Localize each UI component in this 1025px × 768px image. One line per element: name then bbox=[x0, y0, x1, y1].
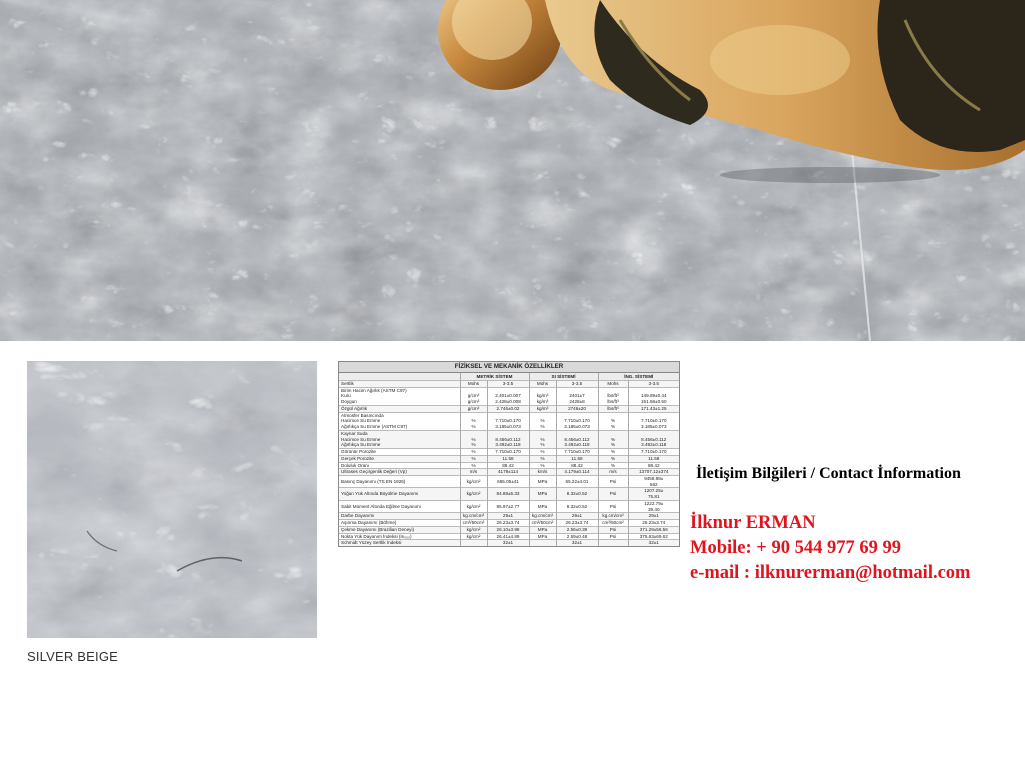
spec-value-cell: % % bbox=[529, 412, 556, 430]
spec-value-cell: 11.58 bbox=[487, 455, 529, 462]
spec-value-cell: 3-3.5 bbox=[556, 381, 598, 388]
spec-value-cell: MPa bbox=[529, 476, 556, 488]
spec-value-cell: % bbox=[460, 449, 487, 456]
spec-value-cell: 7.710±0.170 3.185±0.073 bbox=[487, 412, 529, 430]
spec-value-cell bbox=[529, 540, 556, 546]
spec-property-name: Birim Hacim Ağırlık (ASTM C97) Kuru Doygun bbox=[339, 387, 460, 405]
product-name-label: SILVER BEIGE bbox=[27, 649, 119, 664]
spec-value-cell: Psi bbox=[598, 500, 628, 512]
spec-row bbox=[339, 381, 679, 388]
spec-property-name: Aşınma Dayanımı (Böhme) bbox=[339, 520, 460, 527]
spec-value-cell: 371.28±56.56 bbox=[628, 526, 679, 533]
spec-value-cell: 2.56±0.39 bbox=[556, 526, 598, 533]
spec-value-cell: kg/cm² bbox=[460, 533, 487, 540]
spec-header-cell: METRİK SİSTEM bbox=[460, 373, 529, 381]
spec-value-cell: MPa bbox=[529, 533, 556, 540]
spec-table-body bbox=[339, 373, 679, 546]
spec-value-cell: 29±1 bbox=[556, 513, 598, 520]
spec-value-cell: 13707.12±374 bbox=[628, 469, 679, 476]
spec-value-cell: Psi bbox=[598, 476, 628, 488]
spec-value-cell: % % bbox=[529, 430, 556, 448]
spec-value-cell: kg/m³ kg/m³ bbox=[529, 387, 556, 405]
spec-value-cell: 26.23±3.74 bbox=[487, 520, 529, 527]
spec-value-cell: % bbox=[598, 455, 628, 462]
spec-table-title: FİZİKSEL VE MEKANİK ÖZELLİKLER bbox=[339, 362, 679, 373]
contact-name: İlknur ERMAN bbox=[690, 513, 816, 533]
spec-value-cell: 8.456±0.112 3.492±0.118 bbox=[487, 430, 529, 448]
spec-value-cell: m/s bbox=[460, 469, 487, 476]
spec-value-cell: 7.710±0.170 bbox=[628, 449, 679, 456]
spec-value-cell: 4179±114 bbox=[487, 469, 529, 476]
spec-value-cell: 8.456±0.112 3.492±0.118 bbox=[556, 430, 598, 448]
spec-property-name: Kaynar Suda Hacimce Su Emme Ağırlıkça Su Emme bbox=[339, 430, 460, 448]
spec-value-cell: % bbox=[598, 462, 628, 469]
spec-value-cell: 11.58 bbox=[628, 455, 679, 462]
spec-value-cell: 665.05±41 bbox=[487, 476, 529, 488]
spec-value-cell: g/cm³ g/cm³ bbox=[460, 387, 487, 405]
spec-value-cell: kg/cm² bbox=[460, 500, 487, 512]
spec-value-cell: 11.58 bbox=[556, 455, 598, 462]
spec-header-cell: İNG. SİSTEMİ bbox=[598, 373, 679, 381]
spec-value-cell: 2746±20 bbox=[556, 405, 598, 412]
spec-row bbox=[339, 526, 679, 533]
spec-value-cell: kg.cm/cm³ bbox=[460, 513, 487, 520]
spec-value-cell: MPa bbox=[529, 500, 556, 512]
spec-value-cell: 2.746±0.02 bbox=[487, 405, 529, 412]
spec-property-name: Nokta Yük Dayanım İndeksi (Is₍₅₀₎) bbox=[339, 533, 460, 540]
spec-value-cell: 29±1 bbox=[487, 513, 529, 520]
spec-value-cell: 88.42 bbox=[628, 462, 679, 469]
spec-property-name: Schmidt Yüzey Sertlik İndeksi bbox=[339, 540, 460, 546]
spec-value-cell bbox=[598, 540, 628, 546]
spec-row bbox=[339, 430, 679, 448]
spec-row bbox=[339, 449, 679, 456]
spec-value-cell: 2.401±0.007 2.428±0.008 bbox=[487, 387, 529, 405]
spec-value-cell: 7.710±0.170 3.185±0.073 bbox=[628, 412, 679, 430]
physical-mechanical-properties-table bbox=[338, 361, 680, 547]
spec-row bbox=[339, 412, 679, 430]
spec-value-cell: 3-3.5 bbox=[628, 381, 679, 388]
spec-value-cell: 32±1 bbox=[628, 540, 679, 546]
spec-row bbox=[339, 540, 679, 546]
spec-value-cell: Psi bbox=[598, 488, 628, 500]
spec-value-cell: 7.710±0.170 3.185±0.073 bbox=[556, 412, 598, 430]
spec-value-cell: 8.32±0.52 bbox=[556, 488, 598, 500]
spec-value-cell: Psi bbox=[598, 533, 628, 540]
spec-value-cell: kg/cm² bbox=[460, 476, 487, 488]
spec-value-cell: % % bbox=[460, 412, 487, 430]
spec-row bbox=[339, 469, 679, 476]
spec-row bbox=[339, 462, 679, 469]
spec-value-cell: 88.42 bbox=[556, 462, 598, 469]
spec-value-cell: 2.59±0.48 bbox=[556, 533, 598, 540]
marble-swatch-texture bbox=[27, 361, 317, 638]
spec-property-name: Darbe Dayanımı bbox=[339, 513, 460, 520]
contact-title: İletişim Bilğileri / Contact İnformation bbox=[696, 465, 961, 482]
spec-value-cell: 7.710±0.170 bbox=[556, 449, 598, 456]
hero-marble-image bbox=[0, 0, 1025, 341]
spec-value-cell: MPa bbox=[529, 526, 556, 533]
marble-swatch-image bbox=[27, 361, 317, 638]
spec-property-name: Ultrases Geçirgenlik Değeri (Vp) bbox=[339, 469, 460, 476]
spec-value-cell: 65.22±4.01 bbox=[556, 476, 598, 488]
spec-property-name: Doluluk Oranı bbox=[339, 462, 460, 469]
spec-value-cell: 32±1 bbox=[556, 540, 598, 546]
spec-value-cell: 85.97±2.77 bbox=[487, 500, 529, 512]
spec-value-cell: 29±1 bbox=[628, 513, 679, 520]
spec-value-cell: 8.456±0.112 3.492±0.118 bbox=[628, 430, 679, 448]
spec-value-cell: MPa bbox=[529, 488, 556, 500]
spec-row bbox=[339, 533, 679, 540]
spec-value-cell: 1207.25± 75.81 bbox=[628, 488, 679, 500]
spec-value-cell: kg.cm/cm³ bbox=[529, 513, 556, 520]
spec-value-cell: 9458.98± 582 bbox=[628, 476, 679, 488]
spec-header-cell: SI SİSTEMİ bbox=[529, 373, 598, 381]
spec-value-cell: % bbox=[460, 455, 487, 462]
spec-property-name: Özgül Ağırlık bbox=[339, 405, 460, 412]
spec-value-cell: Mohs bbox=[529, 381, 556, 388]
spec-value-cell: 88.42 bbox=[487, 462, 529, 469]
spec-row bbox=[339, 513, 679, 520]
spec-row bbox=[339, 476, 679, 488]
spec-value-cell: % % bbox=[460, 430, 487, 448]
spec-property-name: Sabit Moment Altında Eğilme Dayanımı bbox=[339, 500, 460, 512]
spec-value-cell: Mohs bbox=[460, 381, 487, 388]
spec-row bbox=[339, 387, 679, 405]
spec-value-cell: 2401±7 2428±8 bbox=[556, 387, 598, 405]
spec-property-name: Yoğun Yük Altında Büyülme Dayanımı bbox=[339, 488, 460, 500]
spec-value-cell: % bbox=[529, 455, 556, 462]
spec-value-cell: km/s bbox=[529, 469, 556, 476]
spec-property-name: Basınç Dayanımı (TS EN 1926) bbox=[339, 476, 460, 488]
spec-value-cell: 7.710±0.170 bbox=[487, 449, 529, 456]
spec-value-cell: Mohs bbox=[598, 381, 628, 388]
spec-value-cell: kg.cm/cm³ bbox=[598, 513, 628, 520]
spec-value-cell: kg/cm² bbox=[460, 488, 487, 500]
spec-value-cell: cm³/50cm² bbox=[460, 520, 487, 527]
spec-value-cell: 149.89±0.44 151.58±0.50 bbox=[628, 387, 679, 405]
spec-value-cell: 26.23±3.74 bbox=[628, 520, 679, 527]
spec-property-name: Çekme Dayanımı (Brazilian Deneyi) bbox=[339, 526, 460, 533]
spec-value-cell: % % bbox=[598, 430, 628, 448]
spec-value-cell: 26.41±4.89 bbox=[487, 533, 529, 540]
spec-row bbox=[339, 500, 679, 512]
spec-value-cell: % bbox=[460, 462, 487, 469]
spec-value-cell: 4.179±0.114 bbox=[556, 469, 598, 476]
spec-value-cell: 26.10±3.98 bbox=[487, 526, 529, 533]
contact-email[interactable]: e-mail : ilknurerman@hotmail.com bbox=[690, 563, 971, 583]
spec-value-cell: 8.32±0.52 bbox=[556, 500, 598, 512]
spec-value-cell: Psi bbox=[598, 526, 628, 533]
spec-value-cell: m/s bbox=[598, 469, 628, 476]
spec-value-cell bbox=[460, 540, 487, 546]
spec-property-name: Gerçek Porozite bbox=[339, 455, 460, 462]
spec-value-cell: lbs/ft³ lbs/ft³ bbox=[598, 387, 628, 405]
spec-value-cell: g/cm³ bbox=[460, 405, 487, 412]
spec-header-cell bbox=[339, 373, 460, 381]
spec-value-cell: 26.23±3.74 bbox=[556, 520, 598, 527]
spec-value-cell: 1222.79± 39.40 bbox=[628, 500, 679, 512]
spec-header-row bbox=[339, 373, 679, 381]
spec-value-cell: 84.88±5.33 bbox=[487, 488, 529, 500]
spec-value-cell: lbs/ft³ bbox=[598, 405, 628, 412]
spec-property-name: Sertlik bbox=[339, 381, 460, 388]
spec-row bbox=[339, 520, 679, 527]
contact-mobile[interactable]: Mobile: + 90 544 977 69 99 bbox=[690, 538, 901, 558]
spec-property-name: Görünür Porozite bbox=[339, 449, 460, 456]
spec-table-grid bbox=[339, 373, 679, 546]
spec-row bbox=[339, 405, 679, 412]
spec-value-cell: 3-3.5 bbox=[487, 381, 529, 388]
spec-value-cell: % bbox=[598, 449, 628, 456]
spec-property-name: Atmosfer Basıncında Hacimce Su Emme Ağırlıkça Su Emme (ASTM C97) bbox=[339, 412, 460, 430]
hero-marble-photo bbox=[0, 0, 1025, 341]
spec-value-cell: 171.43±1.25 bbox=[628, 405, 679, 412]
spec-value-cell: % % bbox=[598, 412, 628, 430]
spec-value-cell: kg/m³ bbox=[529, 405, 556, 412]
spec-value-cell: cm³/50cm² bbox=[529, 520, 556, 527]
spec-row bbox=[339, 488, 679, 500]
spec-row bbox=[339, 455, 679, 462]
spec-value-cell: % bbox=[529, 462, 556, 469]
spec-value-cell: % bbox=[529, 449, 556, 456]
spec-value-cell: 375.63±69.62 bbox=[628, 533, 679, 540]
spec-value-cell: kg/cm² bbox=[460, 526, 487, 533]
spec-value-cell: 32±1 bbox=[487, 540, 529, 546]
spec-value-cell: cm³/50cm² bbox=[598, 520, 628, 527]
